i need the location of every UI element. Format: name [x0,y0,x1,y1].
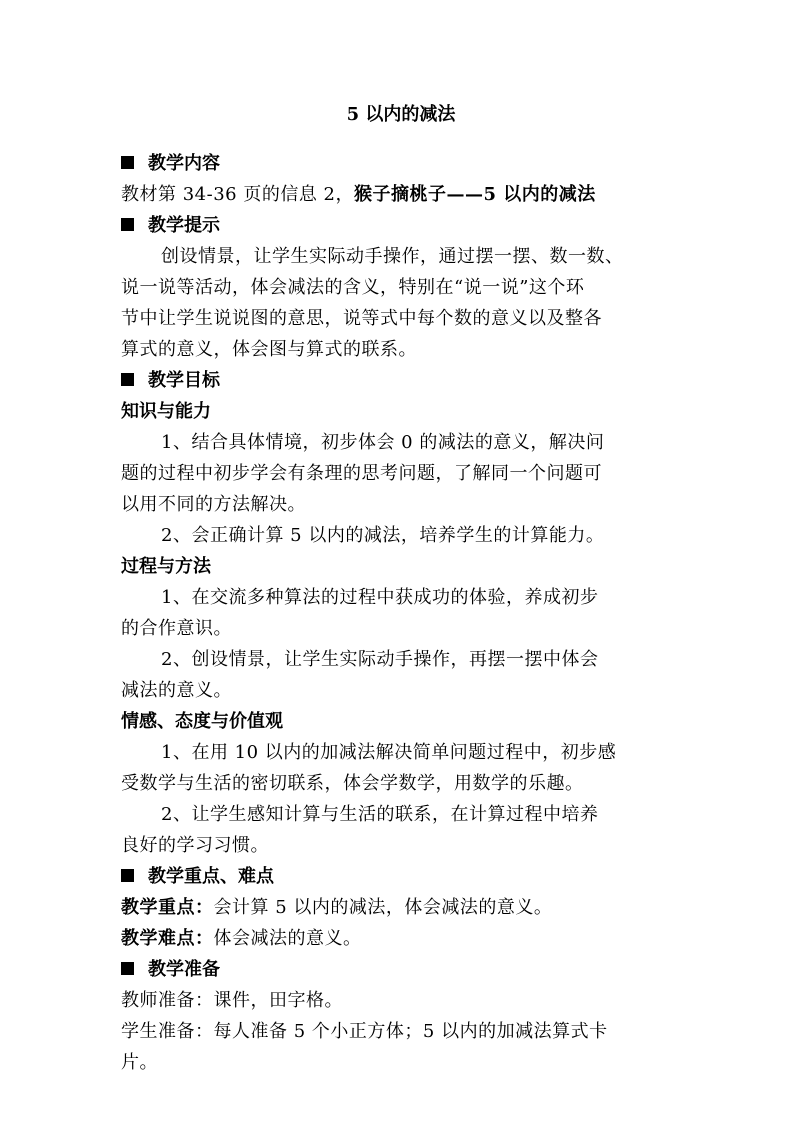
key-label: 教学重点： [121,897,214,918]
paragraph-line: 的合作意识。 [121,618,232,639]
square-bullet-icon [121,869,134,882]
paragraph-line: 2、创设情景，让学生实际动手操作，再摆一摆中体会 [161,649,599,670]
heading-label: 教学提示 [148,215,220,236]
paragraph-line: 1、在交流多种算法的过程中获成功的体验，养成初步 [161,587,599,608]
paragraph-line: 学生准备：每人准备 5 个小正方体；5 以内的加减法算式卡 [121,1021,608,1042]
paragraph-line: 片。 [121,1052,158,1073]
section-heading-goals [121,365,681,396]
content-line [121,179,681,210]
paragraph-line: 题的过程中初步学会有条理的思考问题，了解同一个问题可 [121,463,602,484]
square-bullet-icon [121,373,134,386]
paragraph-line: 算式的意义，体会图与算式的联系。 [121,339,417,360]
key-text: 会计算 5 以内的减法，体会减法的意义。 [213,897,553,918]
key-point-line [121,892,681,923]
section-heading-key [121,861,681,892]
paragraph-line: 良好的学习习惯。 [121,835,269,856]
section-heading-tips [121,210,681,241]
page-title: 5 以内的减法 [346,104,456,125]
heading-label: 教学内容 [148,153,220,174]
heading-label: 教学准备 [148,959,220,980]
paragraph-line: 受数学与生活的密切联系，体会学数学，用数学的乐趣。 [121,773,584,794]
paragraph-line: 节中让学生说说图的意思，说等式中每个数的意义以及整各 [121,308,602,329]
square-bullet-icon [121,218,134,231]
difficult-text: 体会减法的意义。 [213,928,362,949]
square-bullet-icon [121,962,134,975]
content-bold-text: 猴子摘桃子——5 以内的减法 [354,184,596,205]
subheading-knowledge: 知识与能力 [121,401,211,422]
paragraph-line: 说一说等活动，体会减法的含义，特别在“说一说”这个环 [121,277,585,298]
section-heading-content [121,148,681,179]
paragraph-line: 减法的意义。 [121,680,232,701]
heading-label: 教学重点、难点 [148,866,274,887]
paragraph-line: 创设情景，让学生实际动手操作，通过摆一摆、数一数、 [161,246,624,267]
subheading-emotion: 情感、态度与价值观 [121,711,283,732]
difficult-label: 教学难点： [121,928,214,949]
document-page [121,100,681,1078]
paragraph-line: 以用不同的方法解决。 [121,494,306,515]
paragraph-line: 2、会正确计算 5 以内的减法，培养学生的计算能力。 [161,525,605,546]
subheading-process: 过程与方法 [121,556,211,577]
paragraph-line: 1、结合具体情境，初步体会 0 的减法的意义，解决问 [161,432,605,453]
section-heading-prep [121,954,681,985]
difficult-point-line [121,923,681,954]
paragraph-line: 教师准备：课件，田字格。 [121,990,343,1011]
heading-label: 教学目标 [148,370,220,391]
square-bullet-icon [121,156,134,169]
paragraph-line: 2、让学生感知计算与生活的联系，在计算过程中培养 [161,804,599,825]
content-text: 教材第 34-36 页的信息 2， [121,184,355,205]
paragraph-line: 1、在用 10 以内的加减法解决简单问题过程中，初步感 [161,742,617,763]
